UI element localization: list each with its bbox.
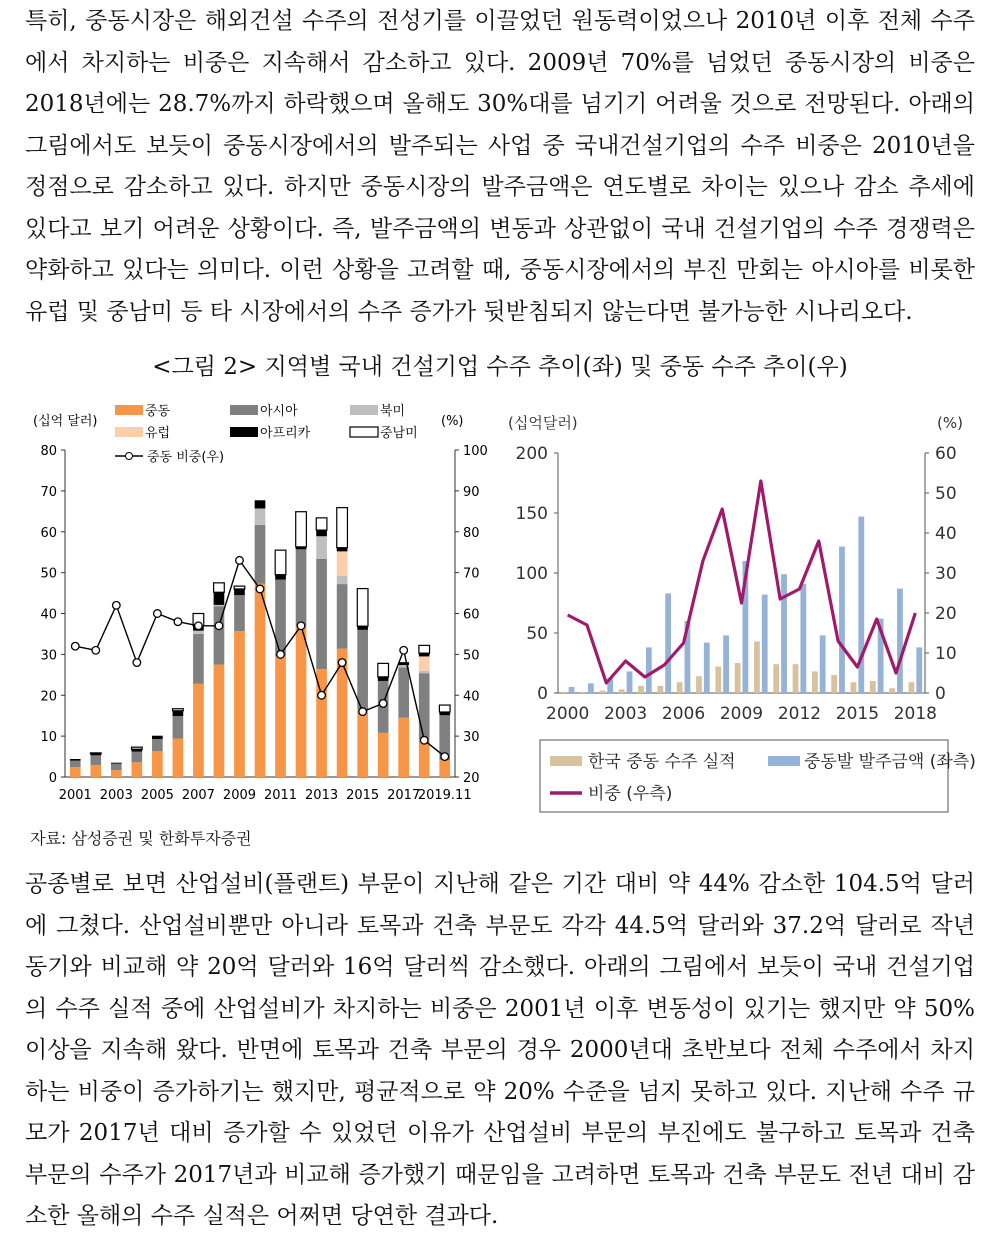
bar-segment [255,584,266,777]
bar-me-orders [762,595,768,693]
bar-segment [255,500,266,508]
bar-me-orders [646,647,652,693]
bar-me-orders [800,584,806,693]
bar-me-orders [627,671,633,693]
legend-label: 비중 (우측) [588,784,673,804]
right-tick-label: 60 [463,607,480,623]
share-point [133,659,141,667]
legend-label: 중동발 발주금액 (좌측) [804,752,976,772]
bar-me-orders [569,687,575,693]
bar-segment [337,576,348,584]
share-point [215,622,223,630]
bar-segment [296,512,307,547]
x-tick-label: 2017 [387,788,421,803]
bar-segment [316,559,327,669]
share-point [236,557,244,565]
bar-segment [357,589,368,627]
bar-korea-orders [657,686,663,693]
x-tick-label: 2015 [835,704,880,724]
right-tick-label: 0 [935,684,946,704]
share-point [92,646,100,654]
share-point [379,700,387,708]
share-point [277,651,285,659]
right-tick-label: 20 [463,771,480,786]
legend-swatch [230,427,258,437]
bar-segment [234,631,245,777]
bar-segment [316,530,327,536]
left-axis-title: (십억달러) [508,414,578,432]
bar-korea-orders [773,664,779,693]
left-tick-label: 0 [48,771,57,786]
bar-segment [173,711,184,716]
x-tick-label: 2019.11 [417,788,472,803]
bar-segment [234,586,245,589]
bar-segment [214,605,225,606]
legend-label: 중동 [145,404,171,419]
legend-swatch [230,405,258,415]
bar-segment [439,705,450,712]
right-tick-label: 50 [463,648,480,664]
bar-segment [70,759,81,761]
bar-segment [419,656,430,670]
left-tick-label: 80 [40,444,57,459]
x-tick-label: 2003 [603,704,648,724]
bar-me-orders [916,647,922,693]
x-tick-label: 2000 [546,704,590,724]
bar-korea-orders [619,689,625,693]
bar-korea-orders [638,686,644,693]
right-tick-label: 90 [463,484,480,500]
bar-segment [152,739,163,751]
bar-me-orders [723,635,729,693]
bar-segment [357,709,368,777]
share-point [71,642,79,650]
bar-segment [193,684,204,777]
x-tick-label: 2003 [99,788,133,803]
bar-korea-orders [696,676,702,693]
share-point [359,708,367,716]
x-tick-label: 2009 [719,704,764,724]
bar-segment [152,736,163,739]
bar-korea-orders [870,681,876,693]
left-tick-label: 30 [40,648,57,664]
x-tick-label: 2006 [661,704,706,724]
bar-segment [132,752,143,763]
bar-korea-orders [735,663,741,693]
legend-swatch [350,405,378,415]
bar-segment [378,663,389,676]
share-point [297,622,305,630]
right-tick-label: 40 [935,524,957,544]
bar-segment [193,631,204,634]
bar-korea-orders [599,691,605,693]
bar-segment [255,508,266,524]
x-tick-label: 2001 [58,788,92,803]
legend-label: 중동 비중(우) [147,450,225,465]
bar-segment [70,767,81,777]
bar-me-orders [897,589,903,693]
bar-me-orders [704,643,710,693]
share-point [318,691,326,699]
bar-segment [90,755,101,765]
left-tick-label: 60 [40,525,57,541]
bar-korea-orders [793,664,799,693]
bar-segment [111,764,122,771]
left-tick-label: 50 [526,624,548,644]
bar-segment [132,762,143,777]
bar-segment [296,549,307,626]
bar-segment [419,645,430,653]
x-tick-label: 2015 [346,788,380,803]
bar-segment [214,583,225,592]
legend-swatch [550,756,582,766]
middle-east-orders-chart [500,400,976,815]
bar-segment [173,739,184,777]
legend-label: 아시아 [260,404,298,419]
bar-segment [357,630,368,709]
bar-segment [70,761,81,768]
left-tick-label: 10 [40,730,57,746]
share-point [174,618,182,626]
bar-segment [275,550,286,575]
bar-segment [234,595,245,631]
left-tick-label: 40 [40,607,57,623]
left-tick-label: 70 [40,484,57,500]
legend-swatch [115,427,143,437]
bar-me-orders [665,593,671,693]
legend-label: 중남미 [380,426,418,441]
bar-korea-orders [677,682,683,693]
x-tick-label: 2013 [305,788,339,803]
left-tick-label: 20 [40,689,57,705]
bar-segment [296,626,307,777]
right-tick-label: 10 [935,644,957,664]
figure-caption: <그림 2> 지역별 국내 건설기업 수주 추이(좌) 및 중동 수주 추이(우) [152,354,848,380]
bar-korea-orders [754,641,760,693]
bar-segment [111,763,122,764]
bar-segment [316,536,327,558]
share-point [441,753,449,761]
bar-korea-orders [851,682,857,693]
share-point [195,622,203,630]
bar-korea-orders [889,688,895,693]
right-axis-title: (%) [441,414,464,429]
bar-segment [214,665,225,777]
left-tick-label: 200 [515,444,548,464]
x-tick-label: 2009 [222,788,257,803]
bar-korea-orders [812,671,818,693]
x-tick-label: 2012 [777,704,822,724]
share-point [338,659,346,667]
right-tick-label: 20 [935,604,957,624]
bar-me-orders [839,547,845,693]
left-tick-label: 0 [537,684,548,704]
legend-label: 아프리카 [260,426,311,441]
right-tick-label: 80 [463,525,480,541]
bar-segment [419,739,430,777]
bar-segment [316,518,327,530]
right-tick-label: 60 [935,444,957,464]
share-point [113,602,121,610]
bar-segment [214,592,225,605]
legend-swatch [115,405,143,415]
x-tick-label: 2011 [263,788,298,803]
bar-segment [173,709,184,711]
share-point [256,585,264,593]
bar-me-orders [781,574,787,693]
bar-segment [419,673,430,739]
bar-segment [275,575,286,580]
right-tick-label: 30 [463,730,480,746]
x-tick-label: 2018 [893,704,937,724]
share-point [400,646,408,654]
bar-segment [378,677,389,681]
bar-segment [419,671,430,673]
x-tick-label: 2005 [140,788,174,803]
bar-segment [316,669,327,777]
bar-segment [111,770,122,777]
bar-segment [275,656,286,777]
left-axis-title: (십억 달러) [33,414,98,429]
right-tick-label: 30 [935,564,957,584]
bar-korea-orders [715,667,721,693]
bar-segment [398,718,409,777]
bar-segment [173,716,184,738]
bar-korea-orders [831,675,837,693]
bar-segment [234,589,245,595]
share-point [154,610,162,618]
bar-segment [193,634,204,684]
bar-segment [398,667,409,717]
bar-segment [90,753,101,754]
bar-segment [337,551,348,576]
bar-me-orders [820,635,826,693]
right-tick-label: 100 [463,444,488,459]
right-axis-title: (%) [937,414,963,432]
left-tick-label: 50 [40,566,57,582]
body-paragraph-1: 특히, 중동시장은 해외건설 수주의 전성기를 이끌었던 원동력이었으나 2010년 이후 전체 수주에서 차지하는 비중은 지속해서 감소하고 있다. 2009년 70%를 넘었던 중동시장의 비중은 2018년에는 28.7%까지 하락했으며 올해도 30%대를 넘기기 어려울 것으로 전망된다. 아래의 그림에서도 보듯이 중동시장에서의 발주되는 사업 중 국내건설기업의 수주 비중은 2010년을 정점으로 감소하고 있다. 하지만 중동시장의 발주금액은 연도별로 차이는 있으나 감소 추세에 있다고 보기 어려운 상황이다. 즉, 발주금액의 변동과 상관없이 국내 건설기업의 수주 경쟁력은 약화하고 있다는 의미다. 이런 상황을 고려할 때, 중동시장에서의 부진 만회는 아시아를 비롯한 유럽 및 중남미 등 타 시장에서의 수주 증가가 뒷받침되지 않는다면 불가능한 시나리오다. [25,8,975,325]
bar-korea-orders [580,692,586,693]
left-tick-label: 150 [515,504,548,524]
bar-segment [378,733,389,777]
regional-orders-chart [25,395,488,815]
right-tick-label: 50 [935,484,957,504]
bar-segment [275,580,286,657]
source-note: 자료: 삼성증권 및 한화투자증권 [30,829,252,848]
left-tick-label: 100 [515,564,548,584]
right-tick-label: 70 [463,566,480,582]
bar-korea-orders [909,682,915,693]
bar-segment [337,508,348,548]
x-tick-label: 2007 [181,788,215,803]
bar-korea-orders [561,692,567,693]
legend-label: 유럽 [145,426,171,441]
legend-line-marker [126,453,133,460]
bar-segment [90,765,101,777]
bar-segment [439,760,450,777]
legend-label: 북미 [380,404,406,419]
bar-segment [255,525,266,584]
legend-label: 한국 중동 수주 실적 [588,752,736,772]
right-tick-label: 40 [463,689,480,705]
legend-swatch [350,427,378,437]
body-paragraph-2: 공종별로 보면 산업설비(플랜트) 부문이 지난해 같은 기간 대비 약 44% 감소한 104.5억 달러에 그쳤다. 산업설비뿐만 아니라 토목과 건축 부문도 각각 44.5억 달러와 37.2억 달러로 작년 동기와 비교해 약 20억 달러와 16억 달러씩 감소했다. 아래의 그림에서 보듯이 국내 건설기업의 수주 실적 중에 산업설비가 차지하는 비중은 2001년 이후 변동성이 있기는 했지만 약 50% 이상을 지속해 왔다. 반면에 토목과 건축 부문의 경우 2000년대 초반보다 전체 수주에서 차지하는 비중이 증가하기는 했지만, 평균적으로 약 20% 수준을 넘지 못하고 있다. 지난해 수주 규모가 2017년 대비 증가할 수 있었던 이유가 산업설비 부문의 부진에도 불구하고 토목과 건축 부문의 수주가 2017년과 비교해 증가했기 때문임을 고려하면 토목과 건축 부문도 전년 대비 감소한 올해의 수주 실적은 어쩌면 당연한 결과다. [25,871,975,1229]
bar-segment [132,747,143,749]
legend-swatch [768,756,800,766]
bar-segment [152,751,163,777]
share-point [420,736,428,744]
bar-segment [337,584,348,649]
bar-me-orders [588,683,594,693]
